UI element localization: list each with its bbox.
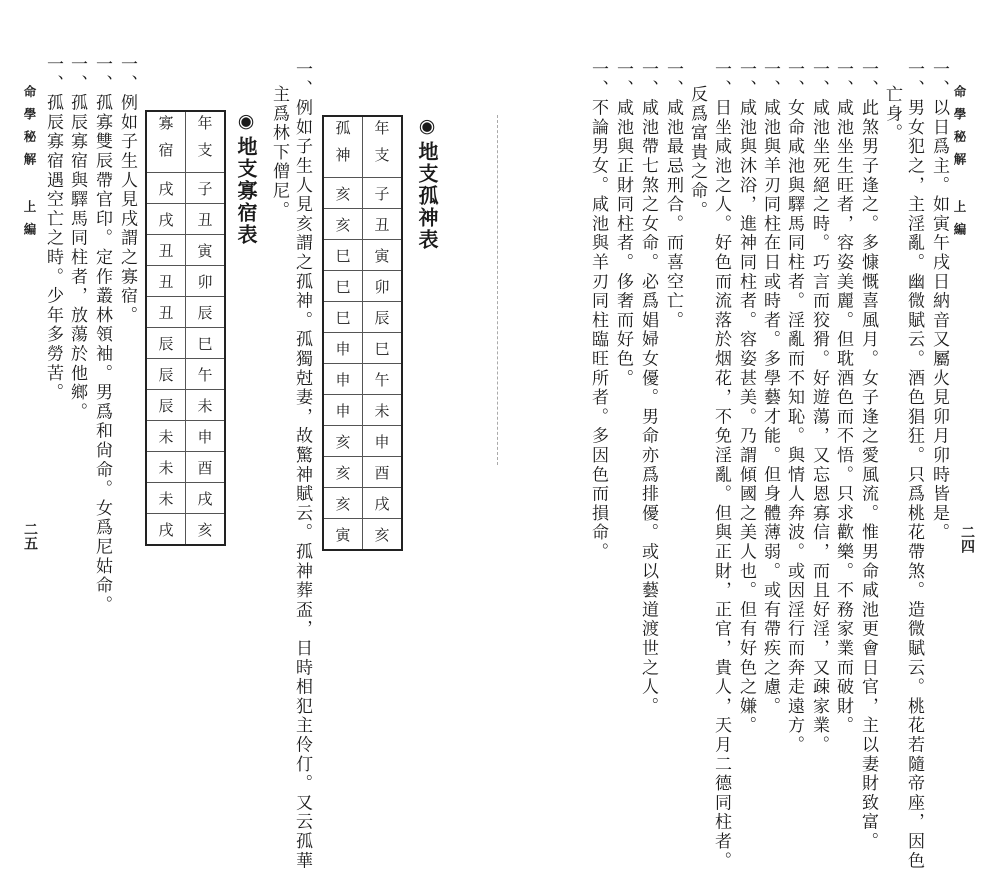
table-cell: 亥 xyxy=(323,457,363,488)
table-cell: 卯 xyxy=(363,271,403,302)
table-cell: 亥 xyxy=(186,514,226,546)
text-column: 一、咸池帶七煞之女命。必爲娼婦女優。男命亦爲排優。或以藝道渡世之人。 xyxy=(638,60,658,717)
table-header: 孤神 xyxy=(323,116,363,178)
page-gutter xyxy=(497,115,499,465)
table-cell: 辰 xyxy=(146,328,186,359)
table-cell: 寅 xyxy=(363,240,403,271)
table-cell: 卯 xyxy=(186,266,226,297)
table-cell: 巳 xyxy=(323,240,363,271)
table-cell: 未 xyxy=(146,421,186,452)
table-header: 年支 xyxy=(363,116,403,178)
table-cell: 巳 xyxy=(323,302,363,333)
table-row xyxy=(146,297,225,328)
text-column: 一、男女犯之，主淫亂。幽微賦云。酒色猖狂。只爲桃花帶煞。造微賦云。桃花若隨帝座，因色 xyxy=(904,60,924,871)
text-column: 一、孤辰寡宿遇空亡之時。少年多勞苦。 xyxy=(43,55,63,403)
table-cell: 酉 xyxy=(363,457,403,488)
table-row xyxy=(146,359,225,390)
page-number-left: 二五 xyxy=(22,522,38,550)
table-cell: 申 xyxy=(323,333,363,364)
table-cell: 辰 xyxy=(146,390,186,421)
table-cell: 子 xyxy=(186,173,226,204)
text-column: 一、孤辰寡宿與驛馬同柱者，放蕩於他鄉。 xyxy=(67,55,87,422)
table-row xyxy=(323,178,402,209)
text-column: 一、日坐咸池之人。好色而流落於烟花，不免淫亂。但與正財，正官，貴人，天月二德同柱者。 xyxy=(711,60,731,871)
running-header-left: 命學秘解 上編 xyxy=(22,85,37,245)
table-cell: 丑 xyxy=(146,235,186,266)
table-cell: 申 xyxy=(323,395,363,426)
table-cell: 未 xyxy=(146,483,186,514)
page-number-right: 二四 xyxy=(959,525,975,553)
table-row xyxy=(146,483,225,514)
table-row xyxy=(323,457,402,488)
table-cell: 午 xyxy=(186,359,226,390)
table-cell: 辰 xyxy=(146,359,186,390)
table-cell: 巳 xyxy=(186,328,226,359)
table-header: 寡宿 xyxy=(146,111,186,173)
table-row xyxy=(146,328,225,359)
table-cell: 巳 xyxy=(363,333,403,364)
text-column: 一、孤寡雙辰帶官印。定作叢林領袖。男爲和尙命。女爲尼姑命。 xyxy=(92,55,112,615)
table-row xyxy=(323,209,402,240)
table-cell: 午 xyxy=(363,364,403,395)
table-cell: 戌 xyxy=(146,204,186,235)
table-row xyxy=(146,204,225,235)
table-row xyxy=(146,390,225,421)
table-cell: 寅 xyxy=(323,519,363,551)
text-column: 亡身。 xyxy=(882,85,902,143)
table-cell: 丑 xyxy=(146,266,186,297)
table-cell: 未 xyxy=(363,395,403,426)
text-column: 一、女命咸池與驛馬同柱者。淫亂而不知恥。與情人奔波。或因淫行而奔走遠方。 xyxy=(784,60,804,755)
text-column: 一、以日爲主。如寅午戌日納音又屬火見卯月卯時皆是。 xyxy=(929,60,949,543)
text-column: 一、不論男女。咸池與羊刃同柱臨旺所者。多因色而損命。 xyxy=(588,60,608,562)
table-cell: 寅 xyxy=(186,235,226,266)
table-row xyxy=(146,266,225,297)
text-column: 一、例如子生人見亥謂之孤神。孤獨尅妻，故驚神賦云。孤神葬盃，日時相犯主伶仃。又云孤華 xyxy=(292,60,312,871)
table-row xyxy=(146,421,225,452)
table-header: 年支 xyxy=(186,111,226,173)
table-cell: 酉 xyxy=(186,452,226,483)
table-cell: 子 xyxy=(363,178,403,209)
table-row xyxy=(146,452,225,483)
bullet-icon: ◉ xyxy=(235,110,257,134)
table-cell: 未 xyxy=(146,452,186,483)
table-cell: 戌 xyxy=(146,173,186,204)
table-cell: 戌 xyxy=(363,488,403,519)
table-cell: 戌 xyxy=(146,514,186,546)
table-cell: 申 xyxy=(363,426,403,457)
text-column: 一、咸池與沐浴，進神同柱者。容姿甚美。乃謂傾國之美人也。但有好色之嫌。 xyxy=(736,60,756,736)
table-cell: 亥 xyxy=(323,488,363,519)
table-cell: 亥 xyxy=(323,178,363,209)
table-row xyxy=(323,364,402,395)
table-cell: 亥 xyxy=(323,209,363,240)
table-row xyxy=(323,488,402,519)
text-column: 一、咸池與正財同柱者。侈奢而好色。 xyxy=(613,60,633,389)
section-title-gushen: ◉地支孤神表 xyxy=(415,115,439,251)
table-row xyxy=(146,235,225,266)
table-row xyxy=(323,395,402,426)
text-column: 一、咸池最忌刑合。而喜空亡。 xyxy=(663,60,683,331)
bullet-icon: ◉ xyxy=(416,115,438,139)
text-column: 一、此煞男子逢之。多慷慨喜風月。女子逢之愛風流。惟男命咸池更會日官，主以妻財致富。 xyxy=(858,60,878,852)
text-column: 一、咸池坐生旺者，容姿美麗。但耽酒色而不悟。只求歡樂。不務家業而破財。 xyxy=(833,60,853,736)
table-cell: 丑 xyxy=(186,204,226,235)
table-cell: 辰 xyxy=(186,297,226,328)
table-cell: 辰 xyxy=(363,302,403,333)
text-column: 一、例如子生人見戌謂之寡宿。 xyxy=(117,55,137,326)
text-column: 反爲富貴之命。 xyxy=(687,85,707,221)
table-row xyxy=(323,426,402,457)
table-cell: 巳 xyxy=(323,271,363,302)
table-row xyxy=(146,173,225,204)
table-row xyxy=(323,333,402,364)
table-row xyxy=(323,271,402,302)
text-column: 一、咸池坐死絕之時。巧言而狡猾。好遊蕩，又忘恩寡信，而且好淫，又疎家業。 xyxy=(809,60,829,755)
table-row xyxy=(146,514,225,546)
table-cell: 申 xyxy=(323,364,363,395)
table-cell: 亥 xyxy=(363,519,403,551)
table-cell: 丑 xyxy=(363,209,403,240)
table-cell: 亥 xyxy=(323,426,363,457)
table-cell: 未 xyxy=(186,390,226,421)
table-cell: 申 xyxy=(186,421,226,452)
section-title-guasu: ◉地支寡宿表 xyxy=(234,110,258,246)
gushen-table xyxy=(322,115,403,551)
text-column: 一、咸池與羊刃同柱在日或時者。多學藝才能。但身體薄弱。或有帶疾之慮。 xyxy=(760,60,780,717)
table-cell: 丑 xyxy=(146,297,186,328)
running-header-right: 命學秘解 上編 xyxy=(952,85,967,245)
guasu-table xyxy=(145,110,226,546)
table-cell: 戌 xyxy=(186,483,226,514)
text-column: 主爲林下僧尼。 xyxy=(269,85,289,221)
table-row xyxy=(323,240,402,271)
table-row xyxy=(323,519,402,551)
table-row xyxy=(323,302,402,333)
